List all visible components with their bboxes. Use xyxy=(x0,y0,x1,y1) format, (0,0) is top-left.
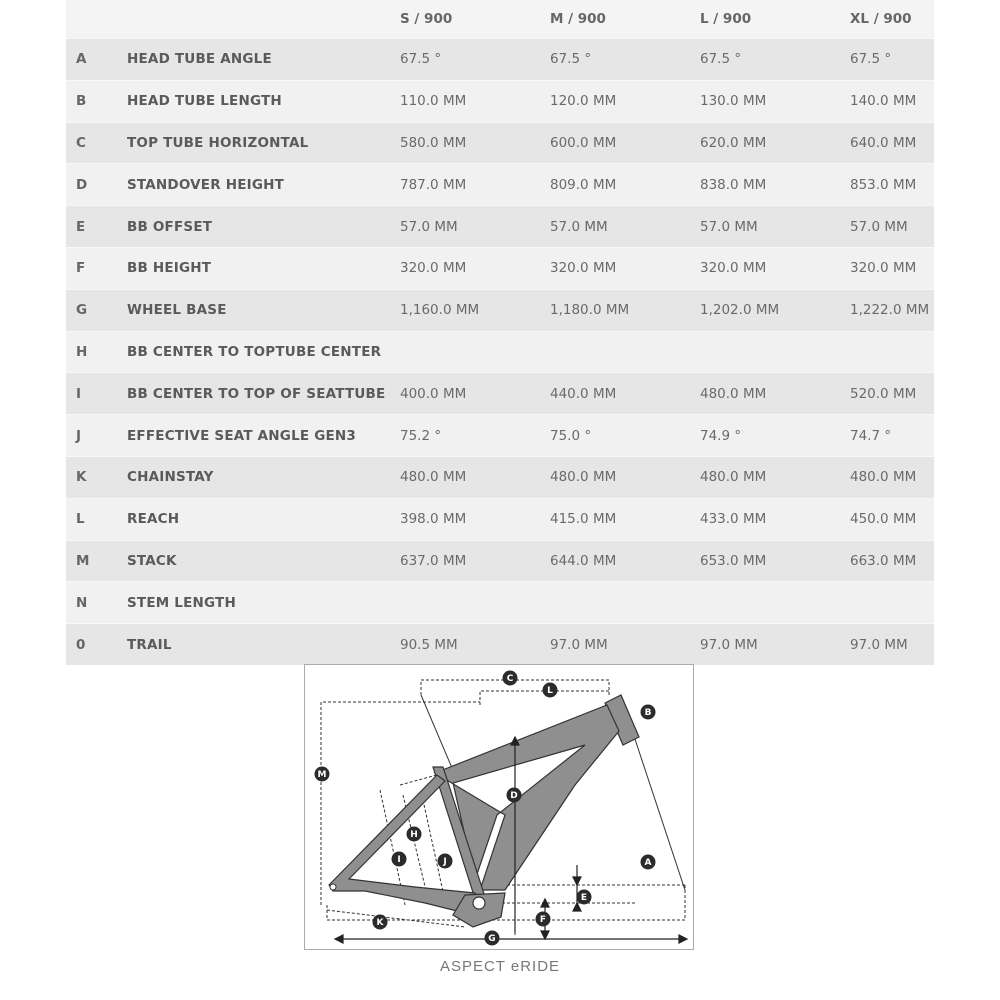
row-measurement-name: STACK xyxy=(127,552,177,569)
row-measurement-name: BB HEIGHT xyxy=(127,260,212,277)
dimension-label-j xyxy=(438,854,453,869)
row-value-l: 480.0 MM xyxy=(700,385,767,402)
row-value-s: 398.0 MM xyxy=(400,511,467,528)
row-value-s: 75.2 ° xyxy=(400,427,442,444)
label-text: A xyxy=(644,858,652,869)
row-measurement-name: TRAIL xyxy=(127,636,172,653)
header-size-s: S / 900 xyxy=(400,0,550,39)
row-value-s xyxy=(400,331,550,373)
geometry-table xyxy=(66,0,934,665)
row-value-s: 480.0 MM xyxy=(400,469,467,486)
row-value-m: 1,180.0 MM xyxy=(550,302,630,319)
row-id: N xyxy=(76,594,88,611)
row-value-xl: 853.0 MM xyxy=(850,176,917,193)
row-id: J xyxy=(76,427,82,444)
row-value-s: 57.0 MM xyxy=(400,218,458,235)
arrow-e-top-head xyxy=(573,877,581,885)
row-value-s: 90.5 MM xyxy=(400,636,458,653)
row-value-l: 480.0 MM xyxy=(700,469,767,486)
arrow-e-bottom-head xyxy=(573,903,581,911)
row-id: A xyxy=(76,51,87,68)
table-row xyxy=(66,331,934,373)
row-measurement-name: STEM LENGTH xyxy=(127,594,236,611)
dimension-label-h xyxy=(407,827,422,842)
main-triangle xyxy=(435,705,619,890)
row-value-m: 120.0 MM xyxy=(550,93,617,110)
row-value-l: 653.0 MM xyxy=(700,552,767,569)
label-text: I xyxy=(397,855,401,866)
row-value-m: 57.0 MM xyxy=(550,218,608,235)
row-value-s: 1,160.0 MM xyxy=(400,302,480,319)
row-value-m: 809.0 MM xyxy=(550,176,617,193)
row-value-m: 97.0 MM xyxy=(550,636,608,653)
arrow-g-left-head xyxy=(335,935,343,943)
row-value-l: 97.0 MM xyxy=(700,636,758,653)
dimension-label-k xyxy=(373,915,388,930)
table-row xyxy=(66,206,934,248)
header-size-m: M / 900 xyxy=(550,0,700,39)
row-value-m: 480.0 MM xyxy=(550,469,617,486)
dimension-label-a xyxy=(641,855,656,870)
dimension-label-m xyxy=(315,767,330,782)
guide-k xyxy=(327,910,465,927)
row-value-m xyxy=(550,582,700,624)
row-value-xl: 57.0 MM xyxy=(850,218,908,235)
row-id: C xyxy=(76,134,86,151)
row-id: H xyxy=(76,343,88,360)
row-value-m: 415.0 MM xyxy=(550,511,617,528)
dimension-label-i xyxy=(392,852,407,867)
diagram-caption: ASPECT eRIDE xyxy=(439,958,561,975)
label-text: J xyxy=(443,857,447,868)
table-row xyxy=(66,39,934,81)
row-measurement-name: BB CENTER TO TOP OF SEATTUBE xyxy=(127,385,386,402)
table-row xyxy=(66,498,934,540)
dimension-label-d xyxy=(507,788,522,803)
row-measurement-name: CHAINSTAY xyxy=(127,469,214,486)
row-value-xl: 640.0 MM xyxy=(850,134,917,151)
row-value-l xyxy=(700,331,850,373)
bottom-bracket xyxy=(473,897,485,909)
row-measurement-name: WHEEL BASE xyxy=(127,302,227,319)
label-text: H xyxy=(410,830,418,841)
row-value-s xyxy=(400,582,550,624)
guide-j xyxy=(423,800,445,901)
row-value-l: 433.0 MM xyxy=(700,511,767,528)
table-row xyxy=(66,164,934,206)
row-value-xl: 74.7 ° xyxy=(850,427,892,444)
dimension-label-g xyxy=(485,931,500,946)
rear-axle xyxy=(330,884,336,890)
table-row xyxy=(66,289,934,331)
table-row xyxy=(66,247,934,289)
row-value-s: 787.0 MM xyxy=(400,176,467,193)
row-value-l: 620.0 MM xyxy=(700,134,767,151)
label-text: M xyxy=(317,770,327,781)
row-value-xl: 520.0 MM xyxy=(850,385,917,402)
table-row xyxy=(66,540,934,582)
row-value-s: 400.0 MM xyxy=(400,385,467,402)
row-value-l: 838.0 MM xyxy=(700,176,767,193)
table-row xyxy=(66,122,934,164)
row-value-l: 130.0 MM xyxy=(700,93,767,110)
row-value-xl: 320.0 MM xyxy=(850,260,917,277)
frame-geometry-diagram xyxy=(304,664,694,950)
row-value-xl: 663.0 MM xyxy=(850,552,917,569)
dimension-label-e xyxy=(577,890,592,905)
header-size-l: L / 900 xyxy=(700,0,850,39)
table-row xyxy=(66,582,934,624)
row-value-l xyxy=(700,582,850,624)
row-id: 0 xyxy=(76,636,86,653)
table-row xyxy=(66,80,934,122)
row-value-m: 600.0 MM xyxy=(550,134,617,151)
row-value-m: 67.5 ° xyxy=(550,51,592,68)
row-id: I xyxy=(76,385,82,402)
row-id: D xyxy=(76,176,88,193)
label-text: F xyxy=(539,915,547,926)
bike-frame-illustration xyxy=(305,665,695,951)
row-id: B xyxy=(76,93,87,110)
row-value-xl: 97.0 MM xyxy=(850,636,908,653)
row-measurement-name: EFFECTIVE SEAT ANGLE GEN3 xyxy=(127,427,356,444)
header-id xyxy=(66,0,127,39)
row-measurement-name: BB OFFSET xyxy=(127,218,213,235)
table-row xyxy=(66,456,934,498)
row-value-xl: 140.0 MM xyxy=(850,93,917,110)
label-text: G xyxy=(488,934,496,945)
header-name xyxy=(127,0,400,39)
frame-shape xyxy=(329,695,639,927)
row-value-l: 67.5 ° xyxy=(700,51,742,68)
row-value-l: 57.0 MM xyxy=(700,218,758,235)
row-value-xl xyxy=(850,582,934,624)
row-value-s: 580.0 MM xyxy=(400,134,467,151)
row-id: L xyxy=(76,511,85,528)
row-value-m: 644.0 MM xyxy=(550,552,617,569)
dimension-label-f xyxy=(536,912,551,927)
row-value-m: 440.0 MM xyxy=(550,385,617,402)
row-value-m: 75.0 ° xyxy=(550,427,592,444)
row-value-s: 110.0 MM xyxy=(400,93,467,110)
dimension-label-b xyxy=(641,705,656,720)
label-text: C xyxy=(506,674,514,685)
arrow-g-right-head xyxy=(679,935,687,943)
label-text: K xyxy=(376,918,384,929)
row-value-l: 74.9 ° xyxy=(700,427,742,444)
row-value-l: 320.0 MM xyxy=(700,260,767,277)
row-value-xl: 1,222.0 MM xyxy=(850,302,930,319)
row-measurement-name: BB CENTER TO TOPTUBE CENTER xyxy=(127,343,382,360)
row-measurement-name: HEAD TUBE LENGTH xyxy=(127,93,282,110)
table-header-row xyxy=(66,0,934,39)
label-text: B xyxy=(644,708,652,719)
row-value-l: 1,202.0 MM xyxy=(700,302,780,319)
row-id: G xyxy=(76,302,88,319)
header-size-xl: XL / 900 xyxy=(850,0,934,39)
row-value-m xyxy=(550,331,700,373)
row-value-s: 67.5 ° xyxy=(400,51,442,68)
table-row xyxy=(66,624,934,665)
row-value-xl: 450.0 MM xyxy=(850,511,917,528)
label-text: L xyxy=(547,686,553,697)
row-measurement-name: STANDOVER HEIGHT xyxy=(127,176,285,193)
row-measurement-name: HEAD TUBE ANGLE xyxy=(127,51,272,68)
row-value-s: 637.0 MM xyxy=(400,552,467,569)
row-value-s: 320.0 MM xyxy=(400,260,467,277)
dimension-label-c xyxy=(503,671,518,686)
table-row xyxy=(66,373,934,415)
table-row xyxy=(66,415,934,457)
row-value-xl: 67.5 ° xyxy=(850,51,892,68)
guide-c-left xyxy=(421,695,455,775)
label-text: D xyxy=(510,791,518,802)
label-text: E xyxy=(580,893,588,904)
arrow-f-bottom-head xyxy=(541,931,549,939)
row-value-xl: 480.0 MM xyxy=(850,469,917,486)
row-measurement-name: TOP TUBE HORIZONTAL xyxy=(127,134,309,151)
row-measurement-name: REACH xyxy=(127,511,180,528)
row-id: M xyxy=(76,552,90,569)
row-id: F xyxy=(76,260,86,277)
row-value-xl xyxy=(850,331,934,373)
row-value-m: 320.0 MM xyxy=(550,260,617,277)
row-id: E xyxy=(76,218,86,235)
row-id: K xyxy=(76,469,87,486)
dimension-label-l xyxy=(543,683,558,698)
